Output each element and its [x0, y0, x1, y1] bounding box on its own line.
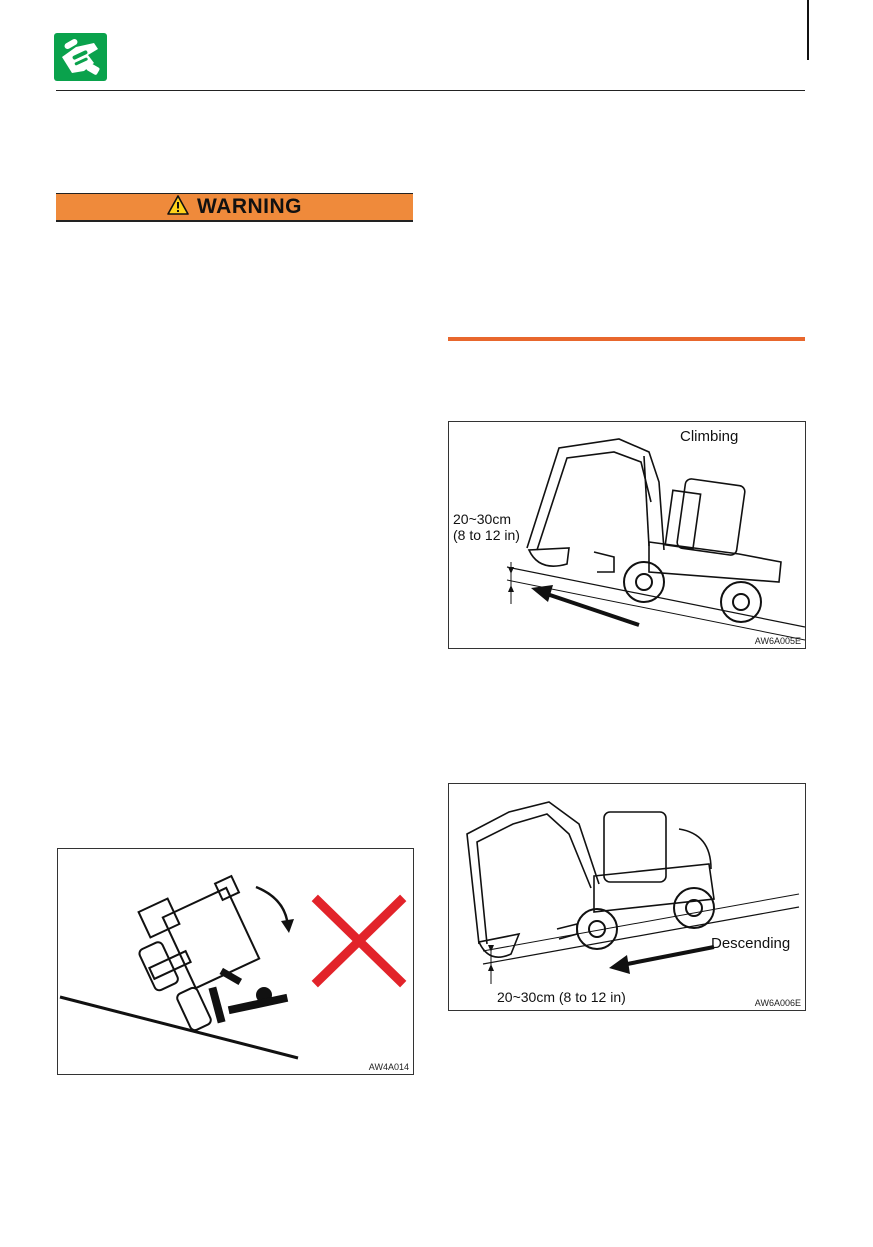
hand-gauge-icon [54, 33, 107, 81]
rollover-figure [57, 848, 414, 1075]
warning-label: WARNING [197, 195, 302, 218]
red-cross-icon [318, 901, 400, 981]
descending-figure [448, 783, 806, 1011]
figure-code: AW6A006E [754, 998, 801, 1008]
descending-title: Descending [711, 935, 791, 952]
climbing-figure [448, 421, 806, 649]
climbing-clearance-line1: 20~30cm [453, 511, 511, 527]
descending-clearance: 20~30cm (8 to 12 in) [497, 989, 626, 1005]
section-rule [448, 337, 805, 341]
wheels [624, 562, 761, 622]
header-rule [56, 90, 805, 91]
figure-code: AW6A005E [754, 636, 801, 646]
excavator-climbing-icon [527, 439, 781, 582]
wheels [577, 888, 714, 949]
page-tab-mark [767, 0, 809, 60]
climbing-clearance-line2: (8 to 12 in) [453, 527, 520, 543]
climbing-title: Climbing [680, 428, 739, 445]
figure-code: AW4A014 [368, 1062, 409, 1072]
warning-triangle-icon [167, 195, 189, 220]
warning-banner [56, 193, 413, 222]
